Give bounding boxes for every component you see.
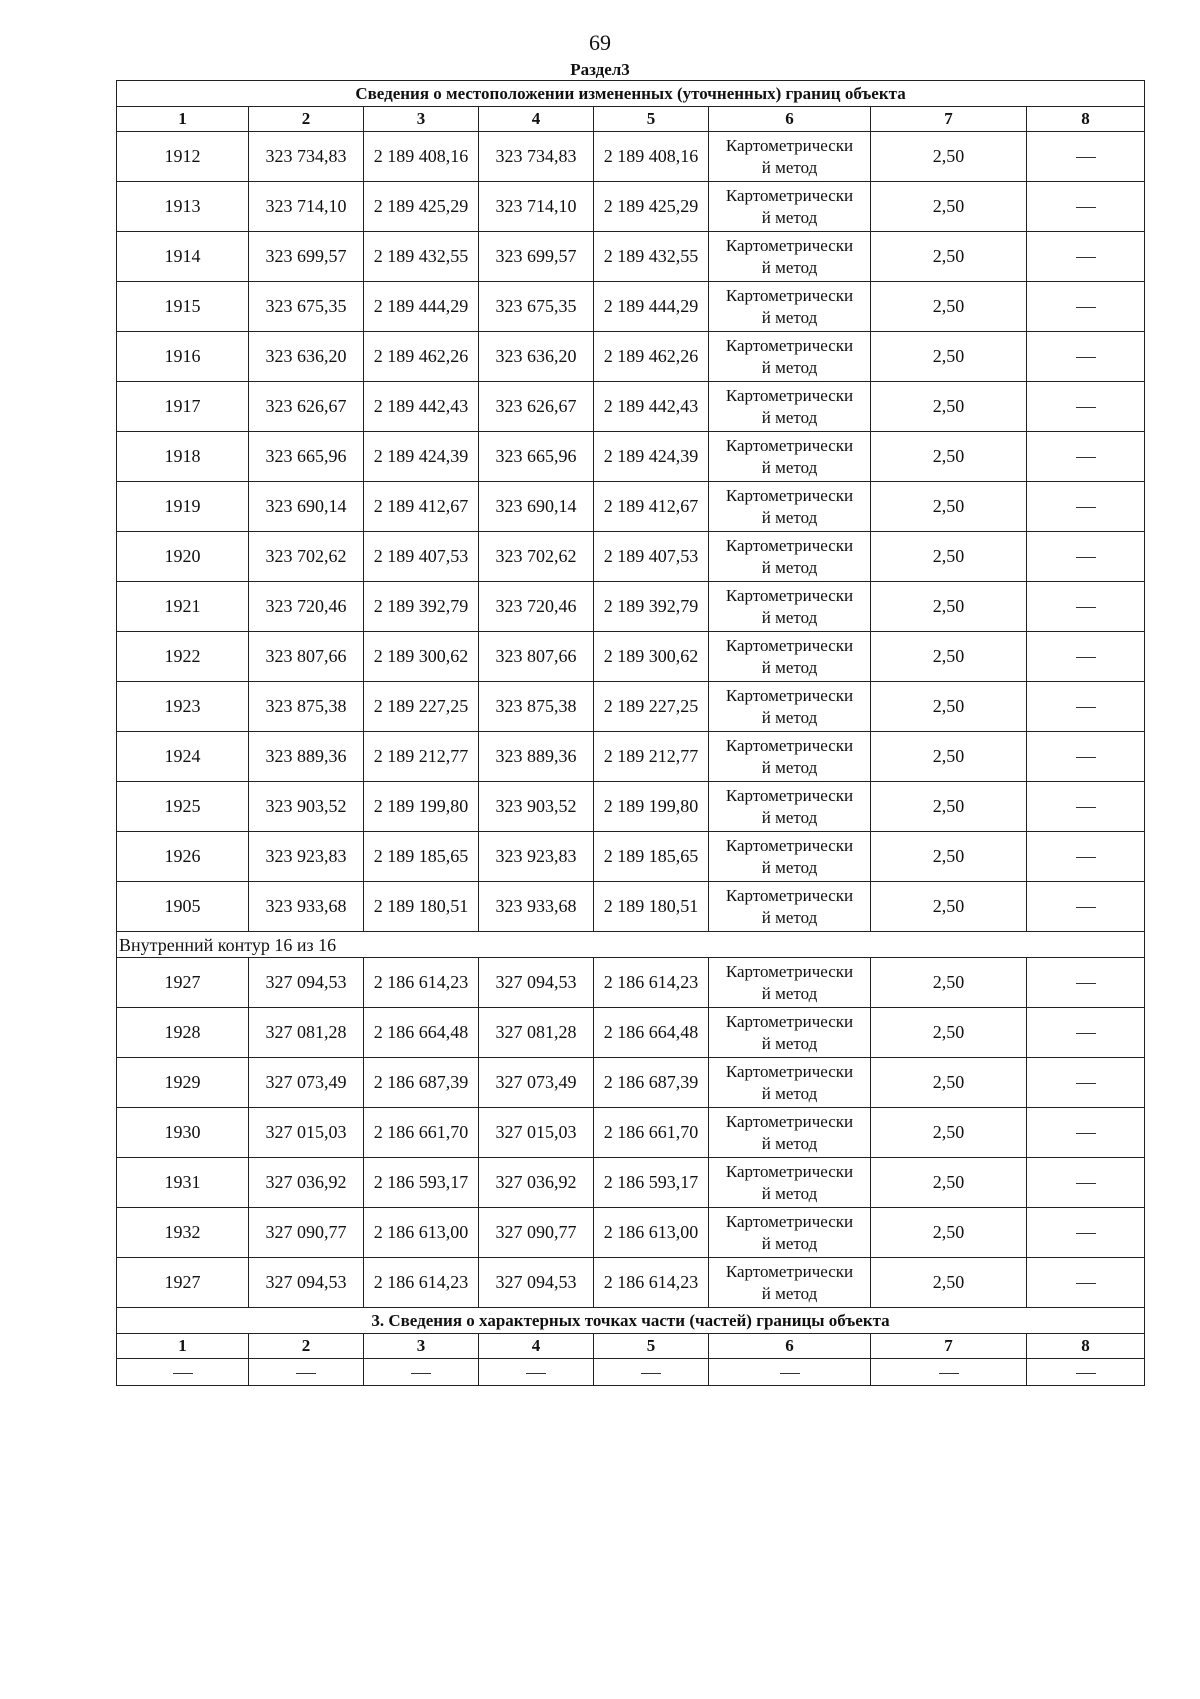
table-cell: 327 094,53 [479, 958, 594, 1008]
table-cell: 327 094,53 [479, 1258, 594, 1308]
empty-value-dash [1027, 332, 1145, 382]
table-row [117, 382, 1145, 432]
table-cell: 2,50 [871, 532, 1027, 582]
table-cell: 323 720,46 [479, 582, 594, 632]
table-cell: 2 186 687,39 [364, 1058, 479, 1108]
empty-value-dash [1027, 732, 1145, 782]
table-cell: 1926 [117, 832, 249, 882]
table-cell: 2,50 [871, 1058, 1027, 1108]
table-cell: 2 189 432,55 [594, 232, 709, 282]
column-number-cell: 3 [364, 1334, 479, 1359]
table-cell: 323 889,36 [479, 732, 594, 782]
empty-value-dash [1027, 632, 1145, 682]
table-row [117, 132, 1145, 182]
table-cell: 323 903,52 [249, 782, 364, 832]
column-number-cell: 5 [594, 1334, 709, 1359]
empty-value-dash [1027, 132, 1145, 182]
table-cell: 2 189 425,29 [594, 182, 709, 232]
table-cell: 323 933,68 [479, 882, 594, 932]
dash-mark [1076, 907, 1096, 908]
table-cell: 327 036,92 [479, 1158, 594, 1208]
table-cell: 2 189 412,67 [364, 482, 479, 532]
empty-value-dash [249, 1359, 364, 1386]
empty-value-dash [479, 1359, 594, 1386]
dash-mark [939, 1373, 959, 1374]
table-cell: 323 875,38 [479, 682, 594, 732]
table-cell: 1923 [117, 682, 249, 732]
table-row [117, 1208, 1145, 1258]
dash-mark [1076, 557, 1096, 558]
dash-mark [641, 1373, 661, 1374]
table-cell: 2 189 424,39 [594, 432, 709, 482]
dash-mark [1076, 1133, 1096, 1134]
table-cell: 323 923,83 [249, 832, 364, 882]
dash-mark [1076, 357, 1096, 358]
table-cell: 2 189 227,25 [594, 682, 709, 732]
dash-mark [1076, 1083, 1096, 1084]
table-cell: 327 073,49 [479, 1058, 594, 1108]
method-cell: Картометрически й метод [709, 232, 871, 282]
table-cell: 323 889,36 [249, 732, 364, 782]
method-cell: Картометрически й метод [709, 1208, 871, 1258]
page-number: 69 [589, 30, 611, 55]
empty-value-dash [1027, 1258, 1145, 1308]
table-row [117, 958, 1145, 1008]
empty-value-dash [1027, 1158, 1145, 1208]
table-cell: 2,50 [871, 332, 1027, 382]
dash-mark [1076, 1033, 1096, 1034]
dash-mark [526, 1373, 546, 1374]
table-cell: 2 189 407,53 [364, 532, 479, 582]
table-cell: 1917 [117, 382, 249, 432]
table-caption-row [117, 81, 1145, 107]
table-cell: 1919 [117, 482, 249, 532]
table-row [117, 632, 1145, 682]
table-cell: 2 186 687,39 [594, 1058, 709, 1108]
table-cell: 327 015,03 [249, 1108, 364, 1158]
table-body [117, 81, 1145, 1386]
table-cell: 2 189 300,62 [594, 632, 709, 682]
table-cell: 2 186 614,23 [364, 958, 479, 1008]
table-cell: 1912 [117, 132, 249, 182]
empty-value-dash [1027, 832, 1145, 882]
table-row [117, 1058, 1145, 1108]
table-cell: 1925 [117, 782, 249, 832]
table-cell: 323 626,67 [479, 382, 594, 432]
table-cell: 2 189 392,79 [594, 582, 709, 632]
dash-mark [1076, 507, 1096, 508]
dash-mark [1076, 407, 1096, 408]
table-row [117, 1108, 1145, 1158]
column-number-cell: 7 [871, 107, 1027, 132]
table-cell: 2 189 212,77 [594, 732, 709, 782]
table-cell: 1922 [117, 632, 249, 682]
method-cell: Картометрически й метод [709, 782, 871, 832]
method-cell: Картометрически й метод [709, 282, 871, 332]
table-cell: 323 933,68 [249, 882, 364, 932]
table-cell: 2 186 593,17 [594, 1158, 709, 1208]
table-row [117, 682, 1145, 732]
method-cell: Картометрически й метод [709, 882, 871, 932]
table-cell: 323 807,66 [249, 632, 364, 682]
column-number-cell: 8 [1027, 107, 1145, 132]
column-number-row [117, 107, 1145, 132]
table-cell: 1920 [117, 532, 249, 582]
table-cell: 1932 [117, 1208, 249, 1258]
table-cell: 323 626,67 [249, 382, 364, 432]
table-cell: 327 015,03 [479, 1108, 594, 1158]
column-number-cell: 6 [709, 1334, 871, 1359]
column-number-row [117, 1334, 1145, 1359]
table-cell: 1905 [117, 882, 249, 932]
method-cell: Картометрически й метод [709, 632, 871, 682]
table-cell: 2,50 [871, 1258, 1027, 1308]
method-cell: Картометрически й метод [709, 732, 871, 782]
method-cell: Картометрически й метод [709, 382, 871, 432]
table-cell: 1930 [117, 1108, 249, 1158]
table-row [117, 432, 1145, 482]
table-cell: 327 090,77 [249, 1208, 364, 1258]
table-cell: 323 675,35 [249, 282, 364, 332]
method-cell: Картометрически й метод [709, 832, 871, 882]
table-cell: 323 636,20 [479, 332, 594, 382]
table-row [117, 882, 1145, 932]
table-cell: 323 923,83 [479, 832, 594, 882]
table-cell: 2 186 593,17 [364, 1158, 479, 1208]
empty-value-dash [594, 1359, 709, 1386]
table-row [117, 732, 1145, 782]
empty-value-dash [1027, 582, 1145, 632]
dash-mark [1076, 607, 1096, 608]
table-cell: 2 189 199,80 [364, 782, 479, 832]
table-cell: 327 094,53 [249, 1258, 364, 1308]
table-cell: 2,50 [871, 682, 1027, 732]
empty-value-dash [1027, 432, 1145, 482]
table2-caption: 3. Сведения о характерных точках части (частей) границы объекта [117, 1308, 1145, 1334]
empty-value-dash [1027, 1108, 1145, 1158]
dash-mark [1076, 1283, 1096, 1284]
method-cell: Картометрически й метод [709, 432, 871, 482]
table-cell: 2,50 [871, 632, 1027, 682]
dash-mark [173, 1373, 193, 1374]
table-cell: 323 903,52 [479, 782, 594, 832]
method-cell: Картометрически й метод [709, 958, 871, 1008]
table-cell: 2 189 432,55 [364, 232, 479, 282]
table-cell: 323 807,66 [479, 632, 594, 682]
table-cell: 2,50 [871, 732, 1027, 782]
table-cell: 323 690,14 [479, 482, 594, 532]
table-cell: 1931 [117, 1158, 249, 1208]
table-cell: 323 702,62 [249, 532, 364, 582]
table-cell: 2,50 [871, 132, 1027, 182]
table-cell: 323 734,83 [249, 132, 364, 182]
table-row [117, 482, 1145, 532]
dash-mark [411, 1373, 431, 1374]
table-cell: 2 189 424,39 [364, 432, 479, 482]
table-cell: 2 189 425,29 [364, 182, 479, 232]
table-row [117, 832, 1145, 882]
table-row [117, 582, 1145, 632]
table-caption: Сведения о местоположении измененных (уточненных) границ объекта [117, 81, 1145, 107]
table-cell: 2 186 613,00 [364, 1208, 479, 1258]
table-cell: 2 186 614,23 [364, 1258, 479, 1308]
table-cell: 2,50 [871, 432, 1027, 482]
table-row [117, 332, 1145, 382]
empty-value-dash [1027, 232, 1145, 282]
table-cell: 323 665,96 [479, 432, 594, 482]
table-cell: 323 699,57 [249, 232, 364, 282]
table-cell: 323 699,57 [479, 232, 594, 282]
table-cell: 2,50 [871, 482, 1027, 532]
empty-value-dash [871, 1359, 1027, 1386]
dash-mark [1076, 657, 1096, 658]
table-cell: 2 189 392,79 [364, 582, 479, 632]
column-number-cell: 6 [709, 107, 871, 132]
table-cell: 323 734,83 [479, 132, 594, 182]
table-cell: 2 189 444,29 [364, 282, 479, 332]
column-number-cell: 5 [594, 107, 709, 132]
table-cell: 323 714,10 [479, 182, 594, 232]
table-cell: 2 189 300,62 [364, 632, 479, 682]
table-cell: 327 090,77 [479, 1208, 594, 1258]
table-row [117, 532, 1145, 582]
table-cell: 2 186 613,00 [594, 1208, 709, 1258]
contour-label: Внутренний контур 16 из 16 [117, 932, 1145, 958]
table-cell: 1929 [117, 1058, 249, 1108]
table2-row [117, 1359, 1145, 1386]
table-cell: 2,50 [871, 1158, 1027, 1208]
empty-value-dash [1027, 882, 1145, 932]
table-cell: 2,50 [871, 882, 1027, 932]
table-cell: 323 720,46 [249, 582, 364, 632]
table-row [117, 1158, 1145, 1208]
table-cell: 327 081,28 [249, 1008, 364, 1058]
table-cell: 2,50 [871, 832, 1027, 882]
method-cell: Картометрически й метод [709, 532, 871, 582]
coordinates-table [116, 80, 1145, 1386]
table-row [117, 1258, 1145, 1308]
column-number-cell: 3 [364, 107, 479, 132]
table-cell: 2 186 664,48 [594, 1008, 709, 1058]
dash-mark [1076, 1183, 1096, 1184]
table-cell: 2,50 [871, 282, 1027, 332]
column-number-cell: 8 [1027, 1334, 1145, 1359]
table-cell: 1924 [117, 732, 249, 782]
section-title: Раздел3 [570, 60, 630, 79]
table-cell: 1913 [117, 182, 249, 232]
empty-value-dash [1027, 782, 1145, 832]
table-cell: 2 189 180,51 [364, 882, 479, 932]
empty-value-dash [1027, 382, 1145, 432]
table-cell: 2 189 408,16 [364, 132, 479, 182]
table-cell: 2 189 185,65 [594, 832, 709, 882]
table-cell: 323 636,20 [249, 332, 364, 382]
dash-mark [1076, 1233, 1096, 1234]
table-cell: 2,50 [871, 1108, 1027, 1158]
table-cell: 323 702,62 [479, 532, 594, 582]
table-cell: 2,50 [871, 958, 1027, 1008]
empty-value-dash [1027, 482, 1145, 532]
dash-mark [296, 1373, 316, 1374]
table-cell: 1914 [117, 232, 249, 282]
dash-mark [1076, 1373, 1096, 1374]
dash-mark [1076, 457, 1096, 458]
empty-value-dash [1027, 282, 1145, 332]
table-row [117, 182, 1145, 232]
table-cell: 327 094,53 [249, 958, 364, 1008]
table-cell: 323 675,35 [479, 282, 594, 332]
table-row [117, 232, 1145, 282]
table-cell: 327 081,28 [479, 1008, 594, 1058]
column-number-cell: 1 [117, 107, 249, 132]
column-number-cell: 7 [871, 1334, 1027, 1359]
column-number-cell: 2 [249, 107, 364, 132]
table-cell: 323 665,96 [249, 432, 364, 482]
table-cell: 2,50 [871, 1008, 1027, 1058]
table-cell: 2 186 614,23 [594, 958, 709, 1008]
table-cell: 2,50 [871, 382, 1027, 432]
table-cell: 327 073,49 [249, 1058, 364, 1108]
method-cell: Картометрически й метод [709, 682, 871, 732]
table-cell: 1916 [117, 332, 249, 382]
table-cell: 2 189 412,67 [594, 482, 709, 532]
column-number-cell: 2 [249, 1334, 364, 1359]
table-cell: 2 189 444,29 [594, 282, 709, 332]
table-row [117, 1008, 1145, 1058]
empty-value-dash [1027, 958, 1145, 1008]
dash-mark [1076, 307, 1096, 308]
table-cell: 2 189 180,51 [594, 882, 709, 932]
method-cell: Картометрически й метод [709, 1008, 871, 1058]
dash-mark [1076, 157, 1096, 158]
table-cell: 1927 [117, 958, 249, 1008]
method-cell: Картометрически й метод [709, 1158, 871, 1208]
table-cell: 1928 [117, 1008, 249, 1058]
column-number-cell: 4 [479, 107, 594, 132]
table-cell: 2,50 [871, 182, 1027, 232]
empty-value-dash [709, 1359, 871, 1386]
method-cell: Картометрически й метод [709, 182, 871, 232]
dash-mark [1076, 257, 1096, 258]
table2-caption-row [117, 1308, 1145, 1334]
table-cell: 2,50 [871, 582, 1027, 632]
table-cell: 2 189 442,43 [594, 382, 709, 432]
empty-value-dash [1027, 1359, 1145, 1386]
table-cell: 2 189 227,25 [364, 682, 479, 732]
empty-value-dash [1027, 532, 1145, 582]
table-cell: 323 875,38 [249, 682, 364, 732]
dash-mark [1076, 757, 1096, 758]
table-cell: 2 189 199,80 [594, 782, 709, 832]
contour-label-row [117, 932, 1145, 958]
method-cell: Картометрически й метод [709, 582, 871, 632]
column-number-cell: 4 [479, 1334, 594, 1359]
empty-value-dash [1027, 1058, 1145, 1108]
empty-value-dash [364, 1359, 479, 1386]
empty-value-dash [1027, 1008, 1145, 1058]
table-row [117, 782, 1145, 832]
table-cell: 2 189 212,77 [364, 732, 479, 782]
table-row [117, 282, 1145, 332]
empty-value-dash [1027, 182, 1145, 232]
table-cell: 2 189 408,16 [594, 132, 709, 182]
table-cell: 1915 [117, 282, 249, 332]
method-cell: Картометрически й метод [709, 332, 871, 382]
table-cell: 2 189 185,65 [364, 832, 479, 882]
table-cell: 2 189 462,26 [364, 332, 479, 382]
dash-mark [780, 1373, 800, 1374]
dash-mark [1076, 707, 1096, 708]
table-cell: 2,50 [871, 1208, 1027, 1258]
table-cell: 323 714,10 [249, 182, 364, 232]
table-cell: 2 186 661,70 [364, 1108, 479, 1158]
table-cell: 2,50 [871, 232, 1027, 282]
table-cell: 2 186 614,23 [594, 1258, 709, 1308]
table-cell: 2 189 442,43 [364, 382, 479, 432]
table-cell: 1927 [117, 1258, 249, 1308]
table-cell: 323 690,14 [249, 482, 364, 532]
dash-mark [1076, 207, 1096, 208]
method-cell: Картометрически й метод [709, 132, 871, 182]
method-cell: Картометрически й метод [709, 482, 871, 532]
table-cell: 2 186 661,70 [594, 1108, 709, 1158]
dash-mark [1076, 857, 1096, 858]
method-cell: Картометрически й метод [709, 1108, 871, 1158]
empty-value-dash [1027, 1208, 1145, 1258]
table-cell: 2 186 664,48 [364, 1008, 479, 1058]
table-cell: 2,50 [871, 782, 1027, 832]
empty-value-dash [117, 1359, 249, 1386]
method-cell: Картометрически й метод [709, 1258, 871, 1308]
table-cell: 2 189 462,26 [594, 332, 709, 382]
column-number-cell: 1 [117, 1334, 249, 1359]
table-cell: 327 036,92 [249, 1158, 364, 1208]
table-cell: 1921 [117, 582, 249, 632]
dash-mark [1076, 983, 1096, 984]
method-cell: Картометрически й метод [709, 1058, 871, 1108]
empty-value-dash [1027, 682, 1145, 732]
dash-mark [1076, 807, 1096, 808]
table-cell: 1918 [117, 432, 249, 482]
table-cell: 2 189 407,53 [594, 532, 709, 582]
